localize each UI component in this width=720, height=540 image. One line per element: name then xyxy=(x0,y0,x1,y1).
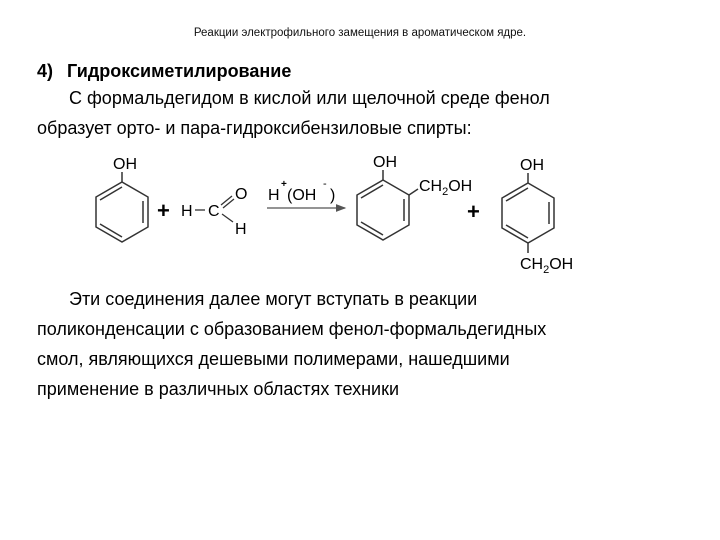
para-ch2oh-sub: 2 xyxy=(543,264,550,276)
ortho-hydroxybenzyl-alcohol xyxy=(357,154,472,240)
outro-paragraph xyxy=(37,284,687,404)
formaldehyde-ch-bond xyxy=(222,214,233,222)
formaldehyde-o: O xyxy=(235,186,248,203)
catalyst-close-paren: ) xyxy=(330,187,336,204)
intro-line-2: образует орто- и пара-гидроксибензиловые спирты: xyxy=(37,118,472,138)
ortho-oh-label: OH xyxy=(373,154,397,171)
section-heading xyxy=(37,61,291,82)
formaldehyde-c: C xyxy=(208,203,220,220)
ortho-ch2oh-main: CH xyxy=(419,178,443,195)
catalyst-h-charge: + xyxy=(281,179,287,190)
plus-sign-2: + xyxy=(467,199,480,224)
outro-line-4: применение в различных областях техники xyxy=(37,379,400,399)
formaldehyde-co-bond xyxy=(221,196,232,205)
catalyst-oh-charge: - xyxy=(323,178,327,190)
formaldehyde-molecule xyxy=(181,186,247,238)
ortho-ch2oh-end: OH xyxy=(448,178,473,195)
catalyst-oh: (OH xyxy=(287,187,317,204)
para-ring xyxy=(502,183,554,243)
slide-title: Реакции электрофильного замещения в ароматическом ядре. xyxy=(193,27,527,39)
outro-line-3: смол, являющихся дешевыми полимерами, нашедшими xyxy=(37,349,510,369)
plus-sign-1: + xyxy=(157,198,170,223)
para-ch2oh-end: OH xyxy=(549,256,574,273)
ortho-ring xyxy=(357,180,409,240)
outro-line-1: Эти соединения далее могут вступать в реакции xyxy=(69,289,478,309)
intro-line-1: С формальдегидом в кислой или щелочной среде фенол xyxy=(69,88,550,108)
formaldehyde-h-bottom: H xyxy=(235,221,247,238)
section-number: 4) xyxy=(37,61,54,81)
catalyst-label xyxy=(268,178,335,204)
para-ch2oh-main: CH xyxy=(520,256,544,273)
para-hydroxybenzyl-alcohol xyxy=(502,157,573,276)
para-oh-label: OH xyxy=(520,157,544,174)
intro-paragraph xyxy=(37,83,687,143)
outro-line-2: поликонденсации с образованием фенол-формальдегидных xyxy=(37,319,547,339)
formaldehyde-co-bond xyxy=(223,199,234,208)
reaction-scheme xyxy=(0,140,720,280)
ortho-ch2oh-bond xyxy=(409,189,418,195)
phenol-molecule xyxy=(96,156,148,242)
phenol-oh-label: OH xyxy=(113,156,137,173)
formaldehyde-h-left: H xyxy=(181,203,193,220)
phenol-ring xyxy=(96,182,148,242)
catalyst-h: H xyxy=(268,187,280,204)
ortho-ch2oh-label xyxy=(419,178,472,198)
ortho-ch2oh-sub: 2 xyxy=(442,186,449,198)
section-heading-text: Гидроксиметилирование xyxy=(67,61,292,81)
para-ch2oh-label xyxy=(520,256,573,276)
